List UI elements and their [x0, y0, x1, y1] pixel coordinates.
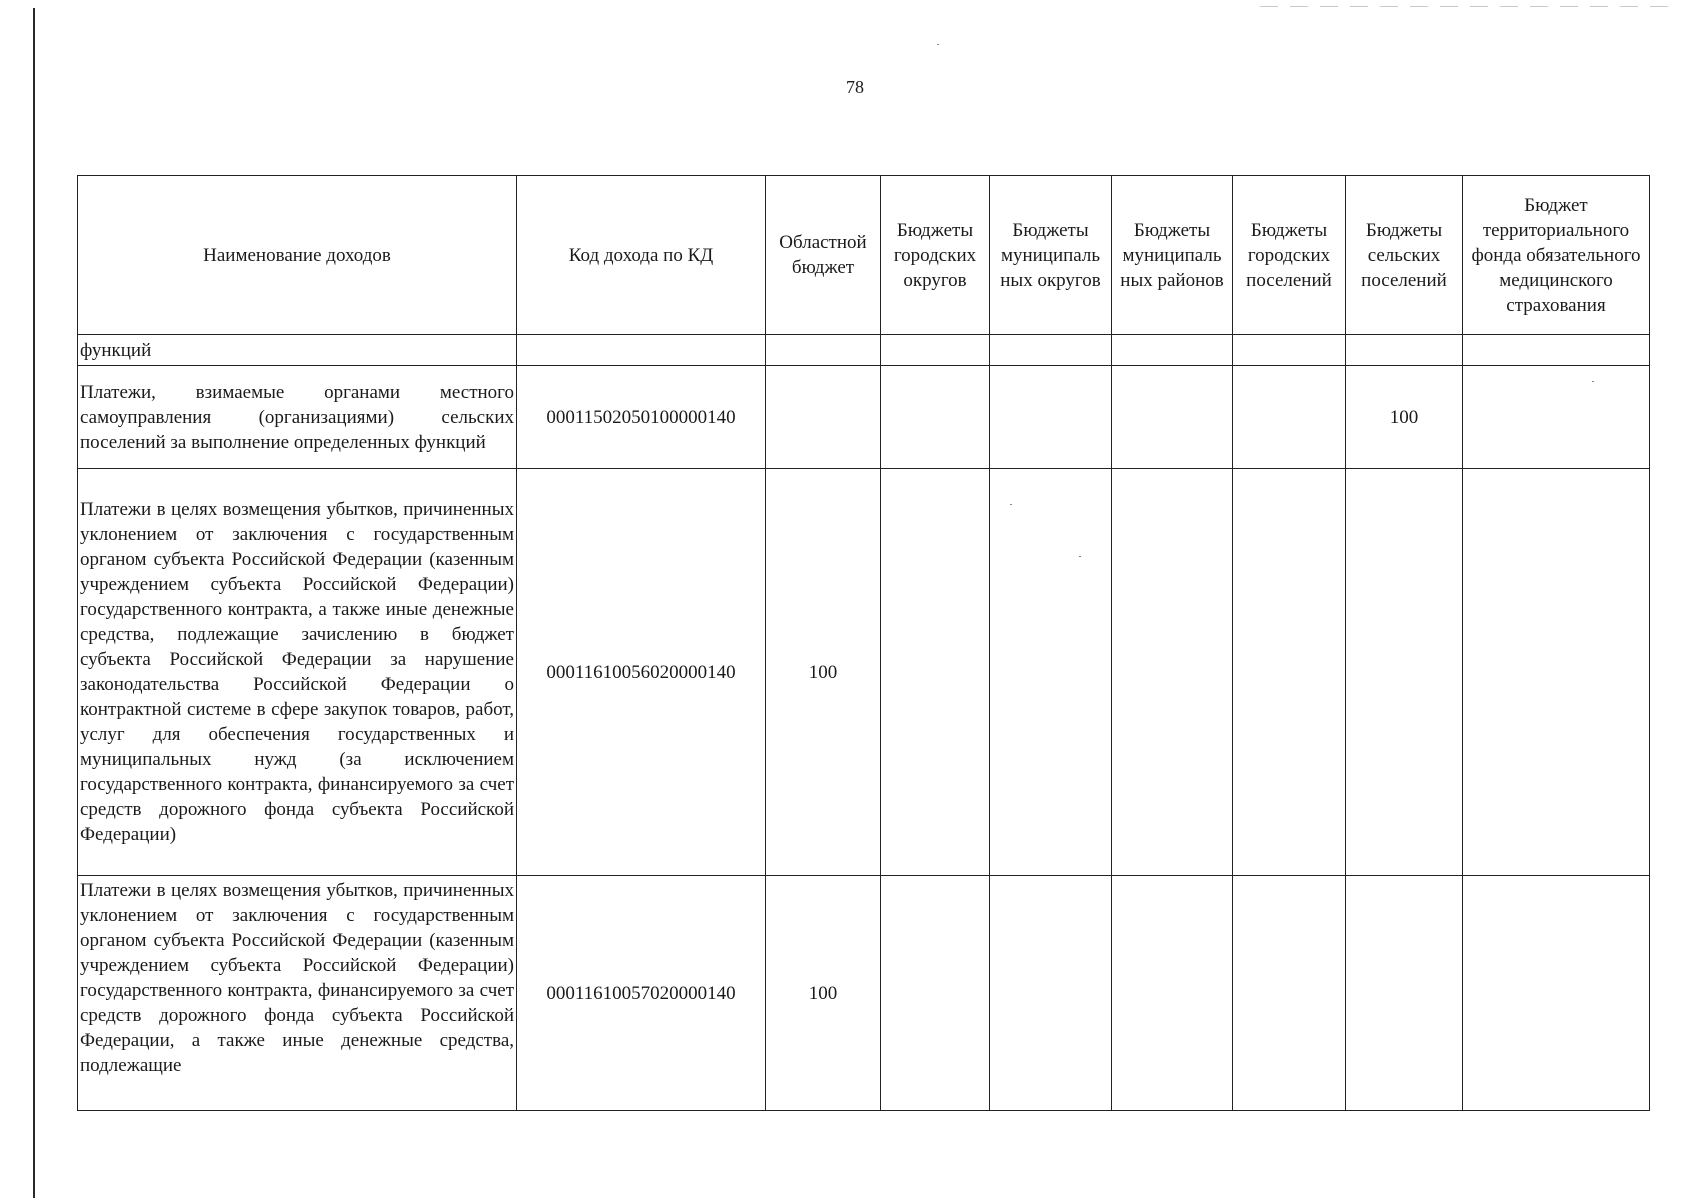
health-fund-share [1463, 335, 1650, 366]
scan-artifact [1260, 6, 1680, 7]
table-row [78, 876, 1650, 1111]
revenue-name: Платежи в целях возмещения убытков, причиненных уклонением от заключения с государственным органом субъекта Российской Федерации (казенным учреждением субъекта Российской Федерации) государственного контракта, а также иные денежные средства, подлежащие зачислению в бюджет субъекта Российской Федерации за нарушение законодательства Российской Федерации о контрактной системе в сфере закупок товаров, работ, услуг для обеспечения государственных и муниципальных нужд (за исключением государственного контракта, финансируемого за счет средств дорожного фонда субъекта Российской Федерации) [78, 469, 517, 876]
rural-settlements-share [1346, 335, 1463, 366]
health-fund-share [1463, 876, 1650, 1111]
city-districts-share [881, 469, 990, 876]
revenue-code [517, 335, 766, 366]
header-rural-settlement-budgets: Бюджеты сельских поселений [1346, 176, 1463, 335]
table-row [78, 335, 1650, 366]
rural-settlements-share [1346, 876, 1463, 1111]
urban-settlements-share [1233, 876, 1346, 1111]
municipal-districts-share [990, 366, 1112, 469]
page-number: 78 [846, 77, 864, 97]
left-margin-rule [33, 8, 35, 1198]
table-row [78, 366, 1650, 469]
revenue-name: Платежи, взимаемые органами местного самоуправления (организациями) сельских поселений за выполнение определенных функций [78, 366, 517, 469]
revenue-name: функций [78, 335, 517, 366]
urban-settlements-share [1233, 335, 1346, 366]
regional-share: 100 [766, 876, 881, 1111]
header-revenue-name: Наименование доходов [78, 176, 517, 335]
scan-speck [937, 44, 939, 45]
header-revenue-code: Код дохода по КД [517, 176, 766, 335]
municipal-districts-share [990, 335, 1112, 366]
header-municipal-district-budgets: Бюджеты муниципаль ных округов [990, 176, 1112, 335]
regional-share [766, 366, 881, 469]
revenue-name: Платежи в целях возмещения убытков, причиненных уклонением от заключения с государственным органом субъекта Российской Федерации (казенным учреждением субъекта Российской Федерации) государственного контракта, финансируемого за счет средств дорожного фонда субъекта Российской Федерации, а также иные денежные средства, подлежащие [78, 876, 517, 1111]
municipal-areas-share [1112, 366, 1233, 469]
table-header-row [78, 176, 1650, 335]
header-city-district-budgets: Бюджеты городских округов [881, 176, 990, 335]
regional-share [766, 335, 881, 366]
city-districts-share [881, 876, 990, 1111]
regional-share: 100 [766, 469, 881, 876]
city-districts-share [881, 366, 990, 469]
municipal-districts-share [990, 876, 1112, 1111]
municipal-areas-share [1112, 469, 1233, 876]
city-districts-share [881, 335, 990, 366]
header-health-insurance-fund-budget: Бюджет территориального фонда обязательного медицинского страхования [1463, 176, 1650, 335]
header-regional-budget: Областной бюджет [766, 176, 881, 335]
revenue-distribution-table [77, 175, 1650, 1111]
revenue-code: 00011610056020000140 [517, 469, 766, 876]
header-municipal-area-budgets: Бюджеты муниципаль ных районов [1112, 176, 1233, 335]
health-fund-share [1463, 366, 1650, 469]
urban-settlements-share [1233, 469, 1346, 876]
municipal-areas-share [1112, 876, 1233, 1111]
revenue-code: 00011610057020000140 [517, 876, 766, 1111]
header-urban-settlement-budgets: Бюджеты городских поселений [1233, 176, 1346, 335]
rural-settlements-share: 100 [1346, 366, 1463, 469]
revenue-code: 00011502050100000140 [517, 366, 766, 469]
table-row [78, 469, 1650, 876]
rural-settlements-share [1346, 469, 1463, 876]
municipal-areas-share [1112, 335, 1233, 366]
health-fund-share [1463, 469, 1650, 876]
urban-settlements-share [1233, 366, 1346, 469]
municipal-districts-share [990, 469, 1112, 876]
